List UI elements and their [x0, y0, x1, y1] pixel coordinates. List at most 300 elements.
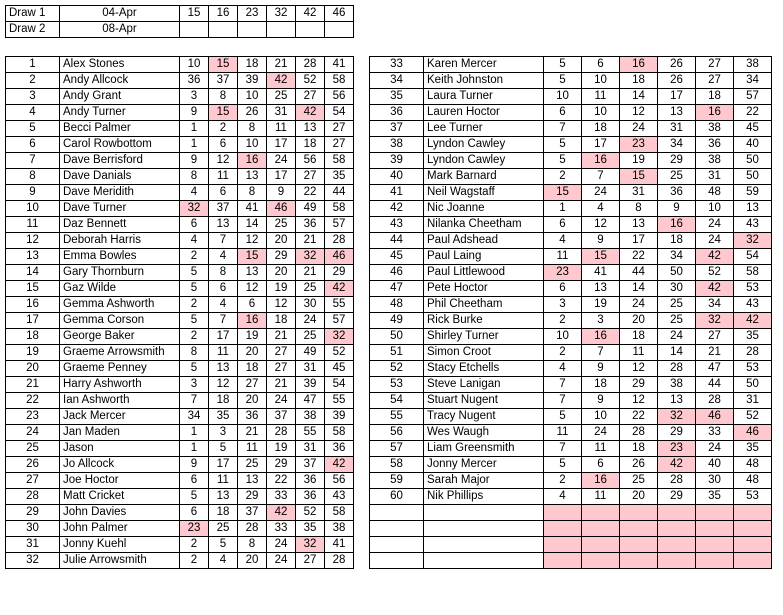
- player-pick: [734, 505, 772, 521]
- player-pick: 3: [180, 89, 209, 105]
- player-number: 54: [370, 393, 424, 409]
- player-pick: 23: [620, 137, 658, 153]
- draw-label: Draw 1: [6, 6, 60, 22]
- player-name: Nic Joanne: [424, 201, 544, 217]
- player-pick: 24: [658, 329, 696, 345]
- player-row: [370, 137, 772, 153]
- player-name: Karen Mercer: [424, 57, 544, 73]
- player-pick: 25: [238, 457, 267, 473]
- player-row: [6, 393, 354, 409]
- player-pick: 10: [582, 409, 620, 425]
- player-number: 14: [6, 265, 60, 281]
- player-pick: 31: [296, 361, 325, 377]
- player-pick: 12: [620, 361, 658, 377]
- player-number: 21: [6, 377, 60, 393]
- player-pick: 17: [267, 169, 296, 185]
- player-pick: 35: [325, 169, 354, 185]
- player-name: Gemma Ashworth: [60, 297, 180, 313]
- player-pick: 25: [620, 473, 658, 489]
- player-pick: 11: [544, 249, 582, 265]
- player-row: [6, 457, 354, 473]
- player-pick: 6: [238, 297, 267, 313]
- player-pick: 31: [696, 169, 734, 185]
- draw-row: [6, 6, 354, 22]
- player-pick: [696, 553, 734, 569]
- player-pick: 32: [325, 329, 354, 345]
- player-pick: 12: [620, 393, 658, 409]
- player-number: 59: [370, 473, 424, 489]
- player-number: 15: [6, 281, 60, 297]
- player-pick: 8: [238, 185, 267, 201]
- player-pick: 13: [658, 105, 696, 121]
- player-pick: [734, 553, 772, 569]
- player-name: Dave Meridith: [60, 185, 180, 201]
- player-pick: 28: [238, 521, 267, 537]
- player-pick: 18: [620, 329, 658, 345]
- player-pick: 20: [620, 313, 658, 329]
- player-pick: 24: [267, 537, 296, 553]
- player-pick: 13: [209, 489, 238, 505]
- player-pick: 4: [209, 249, 238, 265]
- player-name: Tracy Nugent: [424, 409, 544, 425]
- player-pick: 50: [734, 169, 772, 185]
- player-pick: 58: [325, 201, 354, 217]
- player-row: [6, 473, 354, 489]
- player-pick: 58: [325, 425, 354, 441]
- player-pick: 32: [696, 313, 734, 329]
- player-name: Dave Turner: [60, 201, 180, 217]
- player-pick: 46: [267, 201, 296, 217]
- player-number: 1: [6, 57, 60, 73]
- player-pick: 11: [209, 345, 238, 361]
- player-pick: 45: [325, 361, 354, 377]
- player-row: [6, 377, 354, 393]
- player-pick: 43: [734, 297, 772, 313]
- player-pick: 27: [696, 57, 734, 73]
- player-pick: 21: [696, 345, 734, 361]
- player-pick: 7: [180, 393, 209, 409]
- player-pick: 5: [544, 57, 582, 73]
- player-number: 47: [370, 281, 424, 297]
- player-pick: 42: [325, 281, 354, 297]
- player-pick: 42: [658, 457, 696, 473]
- player-pick: 27: [238, 377, 267, 393]
- draw-number: 42: [296, 6, 325, 22]
- player-pick: 16: [582, 153, 620, 169]
- player-pick: 38: [325, 521, 354, 537]
- player-name: Andy Grant: [60, 89, 180, 105]
- player-name: [424, 505, 544, 521]
- player-number: 42: [370, 201, 424, 217]
- player-pick: 6: [582, 57, 620, 73]
- player-pick: 2: [180, 329, 209, 345]
- player-name: Becci Palmer: [60, 121, 180, 137]
- player-pick: 29: [267, 249, 296, 265]
- player-pick: 39: [296, 377, 325, 393]
- player-name: Julie Arrowsmith: [60, 553, 180, 569]
- player-pick: 34: [658, 249, 696, 265]
- player-pick: 32: [658, 409, 696, 425]
- player-pick: 52: [734, 409, 772, 425]
- player-pick: 11: [209, 473, 238, 489]
- player-pick: 2: [180, 553, 209, 569]
- player-pick: 19: [238, 329, 267, 345]
- player-pick: 28: [658, 361, 696, 377]
- player-number: 56: [370, 425, 424, 441]
- player-pick: 32: [180, 201, 209, 217]
- player-number: 38: [370, 137, 424, 153]
- player-pick: 16: [238, 153, 267, 169]
- player-pick: 17: [267, 137, 296, 153]
- player-pick: 36: [325, 441, 354, 457]
- player-row: [6, 361, 354, 377]
- player-name: John Davies: [60, 505, 180, 521]
- player-pick: 24: [296, 313, 325, 329]
- player-row: [6, 217, 354, 233]
- player-pick: 35: [696, 489, 734, 505]
- player-row: [6, 137, 354, 153]
- player-pick: 4: [544, 233, 582, 249]
- player-number: 53: [370, 377, 424, 393]
- player-row: [6, 57, 354, 73]
- player-pick: 33: [696, 425, 734, 441]
- player-pick: 2: [544, 169, 582, 185]
- player-number: 60: [370, 489, 424, 505]
- player-row: [6, 233, 354, 249]
- player-name: Wes Waugh: [424, 425, 544, 441]
- player-name: Carol Rowbottom: [60, 137, 180, 153]
- player-row: [370, 457, 772, 473]
- player-row: [370, 329, 772, 345]
- player-row: [6, 185, 354, 201]
- player-pick: 11: [582, 441, 620, 457]
- player-pick: 56: [325, 89, 354, 105]
- player-pick: 38: [296, 409, 325, 425]
- player-number: 23: [6, 409, 60, 425]
- player-pick: 1: [544, 201, 582, 217]
- players-table-right: [369, 56, 772, 569]
- player-pick: 9: [582, 233, 620, 249]
- player-pick: 10: [582, 105, 620, 121]
- player-pick: 25: [267, 89, 296, 105]
- player-pick: 57: [325, 217, 354, 233]
- player-row: [6, 313, 354, 329]
- player-pick: 10: [582, 73, 620, 89]
- player-pick: 21: [296, 233, 325, 249]
- player-number: 49: [370, 313, 424, 329]
- player-pick: 12: [620, 105, 658, 121]
- player-pick: 13: [734, 201, 772, 217]
- player-number: 26: [6, 457, 60, 473]
- player-pick: 22: [296, 185, 325, 201]
- player-pick: 26: [620, 457, 658, 473]
- player-pick: 13: [296, 121, 325, 137]
- player-pick: 15: [544, 185, 582, 201]
- player-pick: 19: [267, 441, 296, 457]
- player-pick: 28: [325, 553, 354, 569]
- player-pick: 9: [267, 185, 296, 201]
- player-number: [370, 537, 424, 553]
- player-pick: 5: [209, 537, 238, 553]
- player-row: [370, 505, 772, 521]
- player-pick: 40: [734, 137, 772, 153]
- player-pick: 24: [696, 233, 734, 249]
- player-pick: 55: [296, 425, 325, 441]
- player-number: 40: [370, 169, 424, 185]
- player-pick: 35: [734, 441, 772, 457]
- player-pick: 5: [544, 73, 582, 89]
- player-pick: 49: [296, 201, 325, 217]
- player-name: Matt Cricket: [60, 489, 180, 505]
- player-pick: 11: [238, 441, 267, 457]
- player-pick: 42: [267, 505, 296, 521]
- player-row: [370, 393, 772, 409]
- player-pick: 34: [696, 297, 734, 313]
- draw-results-table: [5, 5, 354, 38]
- player-pick: 14: [658, 345, 696, 361]
- player-pick: 24: [696, 441, 734, 457]
- player-pick: [696, 505, 734, 521]
- player-number: 29: [6, 505, 60, 521]
- player-pick: 9: [180, 105, 209, 121]
- player-row: [6, 537, 354, 553]
- player-pick: 54: [734, 249, 772, 265]
- player-pick: 17: [620, 233, 658, 249]
- player-pick: [620, 553, 658, 569]
- player-pick: 6: [544, 281, 582, 297]
- player-pick: 12: [238, 233, 267, 249]
- player-pick: 27: [696, 329, 734, 345]
- player-row: [6, 73, 354, 89]
- player-pick: [734, 537, 772, 553]
- player-name: Paul Littlewood: [424, 265, 544, 281]
- player-pick: 38: [696, 153, 734, 169]
- player-pick: 6: [209, 281, 238, 297]
- player-pick: 54: [325, 105, 354, 121]
- player-name: Jan Maden: [60, 425, 180, 441]
- player-number: 34: [370, 73, 424, 89]
- player-number: 55: [370, 409, 424, 425]
- player-pick: 36: [296, 473, 325, 489]
- player-pick: 2: [180, 249, 209, 265]
- player-row: [370, 441, 772, 457]
- player-pick: 57: [325, 313, 354, 329]
- player-name: Jo Allcock: [60, 457, 180, 473]
- player-pick: 7: [209, 313, 238, 329]
- player-pick: 22: [620, 409, 658, 425]
- player-pick: 28: [658, 473, 696, 489]
- player-pick: 37: [238, 505, 267, 521]
- player-pick: 4: [180, 185, 209, 201]
- player-pick: 8: [209, 265, 238, 281]
- player-name: Alex Stones: [60, 57, 180, 73]
- player-pick: 11: [620, 345, 658, 361]
- player-row: [370, 249, 772, 265]
- draw-number: 16: [209, 6, 238, 22]
- player-pick: 24: [267, 553, 296, 569]
- player-row: [6, 249, 354, 265]
- player-pick: 31: [658, 121, 696, 137]
- player-pick: 7: [544, 121, 582, 137]
- player-row: [370, 473, 772, 489]
- player-name: Pete Hoctor: [424, 281, 544, 297]
- player-pick: 31: [267, 105, 296, 121]
- player-row: [370, 89, 772, 105]
- player-pick: 7: [209, 233, 238, 249]
- player-pick: 6: [209, 185, 238, 201]
- player-pick: 37: [296, 457, 325, 473]
- player-pick: 2: [544, 473, 582, 489]
- player-pick: 5: [180, 489, 209, 505]
- player-number: 35: [370, 89, 424, 105]
- player-pick: 17: [658, 89, 696, 105]
- player-pick: 5: [180, 265, 209, 281]
- player-number: 12: [6, 233, 60, 249]
- player-pick: 16: [238, 313, 267, 329]
- player-pick: 56: [296, 153, 325, 169]
- player-pick: 42: [267, 73, 296, 89]
- player-name: Dave Berrisford: [60, 153, 180, 169]
- player-name: Stuart Nugent: [424, 393, 544, 409]
- player-pick: 26: [238, 105, 267, 121]
- player-row: [370, 553, 772, 569]
- player-pick: 15: [238, 249, 267, 265]
- player-row: [370, 489, 772, 505]
- player-pick: 39: [325, 409, 354, 425]
- player-pick: 52: [696, 265, 734, 281]
- player-pick: 14: [620, 281, 658, 297]
- player-row: [370, 521, 772, 537]
- draw-row: [6, 22, 354, 38]
- player-row: [370, 121, 772, 137]
- player-pick: 13: [238, 265, 267, 281]
- player-pick: 45: [734, 121, 772, 137]
- player-pick: 18: [620, 73, 658, 89]
- player-pick: 59: [734, 185, 772, 201]
- player-number: 48: [370, 297, 424, 313]
- player-row: [6, 89, 354, 105]
- player-pick: 36: [296, 217, 325, 233]
- player-pick: 42: [296, 105, 325, 121]
- player-pick: 19: [267, 281, 296, 297]
- player-pick: 19: [582, 297, 620, 313]
- player-pick: 13: [238, 169, 267, 185]
- player-pick: 4: [180, 233, 209, 249]
- player-number: 27: [6, 473, 60, 489]
- player-name: Paul Adshead: [424, 233, 544, 249]
- player-pick: 29: [658, 489, 696, 505]
- draw-number: [180, 22, 209, 38]
- draw-number: [267, 22, 296, 38]
- player-row: [370, 153, 772, 169]
- player-pick: [544, 537, 582, 553]
- player-number: 4: [6, 105, 60, 121]
- player-name: Gary Thornburn: [60, 265, 180, 281]
- player-pick: 20: [267, 233, 296, 249]
- player-pick: 6: [209, 137, 238, 153]
- player-name: Phil Cheetham: [424, 297, 544, 313]
- player-pick: 21: [296, 265, 325, 281]
- player-number: 20: [6, 361, 60, 377]
- player-pick: 54: [325, 377, 354, 393]
- draw-date: 08-Apr: [60, 22, 180, 38]
- players-table-left: [5, 56, 354, 569]
- player-pick: 35: [734, 329, 772, 345]
- player-name: George Baker: [60, 329, 180, 345]
- player-pick: 20: [620, 489, 658, 505]
- player-number: 19: [6, 345, 60, 361]
- player-pick: 28: [267, 425, 296, 441]
- player-pick: 41: [325, 537, 354, 553]
- player-pick: 9: [582, 393, 620, 409]
- player-pick: 52: [325, 345, 354, 361]
- player-row: [370, 169, 772, 185]
- player-row: [370, 73, 772, 89]
- player-pick: 7: [582, 345, 620, 361]
- player-pick: 4: [582, 201, 620, 217]
- player-pick: 29: [238, 489, 267, 505]
- player-pick: 31: [296, 441, 325, 457]
- player-number: 3: [6, 89, 60, 105]
- player-pick: [734, 521, 772, 537]
- player-pick: 27: [325, 137, 354, 153]
- player-pick: 24: [696, 217, 734, 233]
- player-pick: 34: [658, 137, 696, 153]
- player-pick: 6: [582, 457, 620, 473]
- player-pick: 21: [238, 425, 267, 441]
- player-pick: 5: [180, 361, 209, 377]
- player-number: 17: [6, 313, 60, 329]
- player-pick: [544, 553, 582, 569]
- player-pick: 42: [325, 457, 354, 473]
- player-row: [6, 329, 354, 345]
- player-number: 36: [370, 105, 424, 121]
- player-pick: 28: [620, 425, 658, 441]
- player-name: John Palmer: [60, 521, 180, 537]
- player-pick: 2: [544, 313, 582, 329]
- player-pick: 31: [734, 393, 772, 409]
- player-number: 24: [6, 425, 60, 441]
- draw-number: 15: [180, 6, 209, 22]
- player-pick: 41: [238, 201, 267, 217]
- player-pick: 8: [180, 345, 209, 361]
- player-pick: 40: [696, 457, 734, 473]
- player-pick: 28: [734, 345, 772, 361]
- player-pick: 36: [696, 137, 734, 153]
- player-pick: 41: [325, 57, 354, 73]
- player-number: 6: [6, 137, 60, 153]
- player-number: 28: [6, 489, 60, 505]
- player-pick: 31: [620, 185, 658, 201]
- player-pick: 6: [180, 217, 209, 233]
- draw-date: 04-Apr: [60, 6, 180, 22]
- player-pick: 18: [620, 441, 658, 457]
- player-pick: 27: [296, 553, 325, 569]
- player-pick: 13: [620, 217, 658, 233]
- player-pick: 2: [180, 537, 209, 553]
- player-pick: 24: [267, 393, 296, 409]
- player-row: [6, 489, 354, 505]
- draw-number: [209, 22, 238, 38]
- player-pick: 23: [658, 441, 696, 457]
- player-pick: 27: [267, 345, 296, 361]
- player-pick: 5: [180, 281, 209, 297]
- player-name: Graeme Arrowsmith: [60, 345, 180, 361]
- player-pick: 18: [209, 393, 238, 409]
- player-name: [424, 537, 544, 553]
- player-row: [6, 297, 354, 313]
- player-pick: 16: [658, 217, 696, 233]
